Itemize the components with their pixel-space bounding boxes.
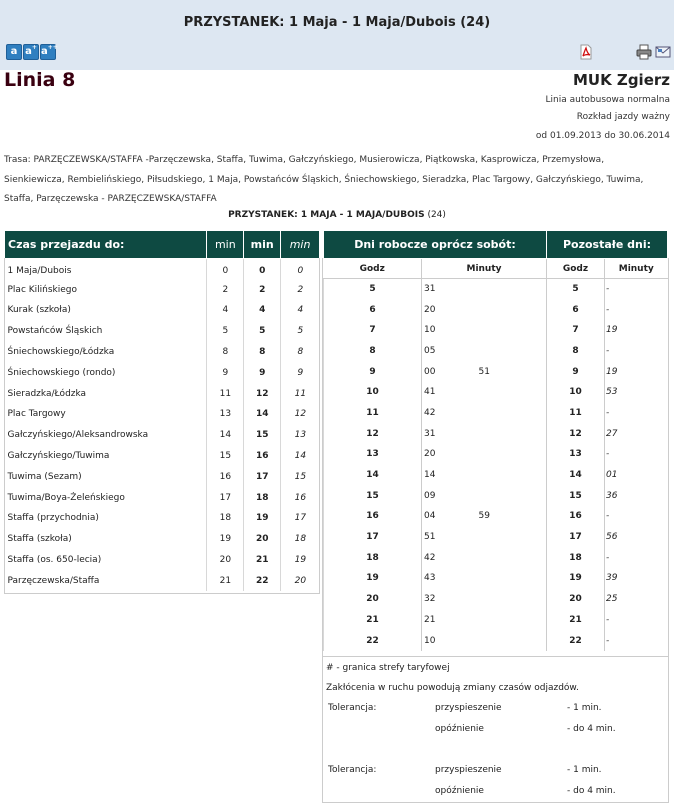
timetable-row [324, 403, 668, 424]
late-value: - do 4 min. [567, 724, 616, 734]
zone-note: # - granica strefy taryfowej [326, 663, 450, 673]
weekday-minute-cell [479, 403, 547, 424]
weekday-hour-cell: 16 [324, 506, 422, 527]
travel-time-header: Czas przejazdu do: [5, 231, 207, 259]
travel-row [5, 570, 320, 591]
other-hour-cell: 15 [547, 485, 605, 506]
early-label: przyspieszenie [435, 703, 502, 713]
other-minute-cell: 56 [605, 527, 668, 548]
other-hour-cell: 7 [547, 320, 605, 341]
stop-name-cell: Gałczyńskiego/Tuwima [7, 451, 110, 462]
validity-label: Rozkład jazdy ważny [576, 112, 670, 122]
time-italic-cell: 15 [281, 466, 320, 487]
other-hour-cell: 17 [547, 527, 605, 548]
other-minute-cell: 53 [605, 382, 668, 403]
other-hour-cell: 12 [547, 423, 605, 444]
other-minute-cell: - [605, 547, 668, 568]
weekday-hour-cell: 7 [324, 320, 422, 341]
weekday-minute-cell [479, 299, 547, 320]
route-description: Trasa: PARZĘCZEWSKA/STAFFA -Parzęczewska, Staffa, Tuwima, Gałczyńskiego, Musierowicza, Piątkowska, Kasprowicza, Przemysłowa, Sienkiewicza, Rembielińskiego, Piłsudskiego, 1 Maja, Powstańców Śląskich, Śniechowskiego, Sieradzka, Plac Targowy, Gałczyńskiego, Tuwima, Staffa, Parzęczewska - PARZĘCZEWSKA/STAFFA [4, 155, 644, 204]
other-hour-cell: 19 [547, 568, 605, 589]
stop-name-cell: Plac Targowy [7, 409, 66, 420]
header-bar [0, 0, 674, 70]
early-label: przyspieszenie [435, 765, 502, 775]
line-type: Linia autobusowa normalna [545, 95, 670, 105]
time-regular-cell: 5 [207, 321, 244, 342]
other-minute-cell: - [605, 299, 668, 320]
tolerance-label: Tolerancja: [328, 703, 377, 713]
weekday-minute-cell: 04 [422, 506, 479, 527]
weekday-minute-cell: 51 [478, 366, 490, 377]
other-minute-cell: 19 [605, 361, 668, 382]
weekday-hour-cell: 15 [324, 485, 422, 506]
print-icon[interactable] [636, 44, 652, 60]
stop-name-cell: Staffa (przychodnia) [7, 513, 99, 524]
weekday-minute-cell: 42 [422, 403, 479, 424]
other-hour-cell: 8 [547, 341, 605, 362]
stop-caption-code: (24) [424, 210, 446, 220]
min-header-bold: min [244, 231, 281, 259]
weekday-minute-cell: 42 [422, 547, 479, 568]
other-hour-cell: 6 [547, 299, 605, 320]
weekday-minute-cell [479, 589, 547, 610]
time-italic-cell: 18 [281, 529, 320, 550]
line-title: Linia 8 [4, 69, 76, 91]
other-hour-cell: 16 [547, 506, 605, 527]
other-hour-cell: 14 [547, 465, 605, 486]
travel-row [5, 404, 320, 425]
time-bold-cell: 2 [244, 279, 281, 300]
time-bold-cell: 14 [244, 404, 281, 425]
weekday-hour-cell: 19 [324, 568, 422, 589]
other-minute-cell: - [605, 444, 668, 465]
timetable-row [324, 506, 668, 527]
travel-row [5, 508, 320, 529]
timetable-row [324, 568, 668, 589]
travel-row [5, 550, 320, 571]
stop-name-cell: Tuwima/Boya-Żeleńskiego [7, 492, 125, 503]
timetable-row [324, 610, 668, 631]
stop-caption-name: PRZYSTANEK: 1 MAJA - 1 MAJA/DUBOIS [228, 210, 425, 220]
other-minute-cell: 36 [605, 485, 668, 506]
weekday-minute-cell: 20 [422, 444, 479, 465]
stop-name-cell: Parzęczewska/Staffa [7, 575, 100, 586]
travel-row [5, 487, 320, 508]
other-minute-cell: 19 [605, 320, 668, 341]
travel-row [5, 529, 320, 550]
timetable-row [324, 485, 668, 506]
other-minute-cell: 01 [605, 465, 668, 486]
other-minute-cell: - [605, 403, 668, 424]
departure-timetable [323, 230, 668, 651]
time-regular-cell: 9 [207, 362, 244, 383]
time-italic-cell: 11 [281, 383, 320, 404]
mail-icon[interactable] [655, 44, 671, 60]
time-bold-cell: 0 [244, 259, 281, 280]
time-regular-cell: 2 [207, 279, 244, 300]
weekday-minute-cell: 59 [478, 511, 490, 522]
time-italic-cell: 20 [281, 570, 320, 591]
time-regular-cell: 16 [207, 466, 244, 487]
weekday-hour-cell: 13 [324, 444, 422, 465]
other-hour-cell: 9 [547, 361, 605, 382]
travel-row [5, 259, 320, 280]
other-minute-cell: - [605, 341, 668, 362]
weekday-minute-cell [479, 320, 547, 341]
timetable-row [324, 589, 668, 610]
page-title: PRZYSTANEK: 1 Maja - 1 Maja/Dubois (24) [183, 15, 491, 30]
weekday-header: Dni robocze oprócz sobót: [324, 231, 547, 259]
time-regular-cell: 11 [207, 383, 244, 404]
weekday-hour-cell: 6 [324, 299, 422, 320]
time-bold-cell: 19 [244, 508, 281, 529]
time-bold-cell: 21 [244, 550, 281, 571]
font-size-toolbar [6, 44, 56, 60]
other-hour-cell: 21 [547, 610, 605, 631]
time-italic-cell: 0 [281, 259, 320, 280]
weekday-minute-cell [479, 279, 547, 300]
time-bold-cell: 5 [244, 321, 281, 342]
late-label: opóźnienie [435, 786, 484, 796]
time-bold-cell: 16 [244, 446, 281, 467]
travel-row [5, 279, 320, 300]
stop-name-cell: Sieradzka/Łódzka [7, 388, 87, 399]
validity-range: od 01.09.2013 do 30.06.2014 [535, 131, 670, 141]
timetable-row [324, 423, 668, 444]
time-bold-cell: 18 [244, 487, 281, 508]
other-minute-cell: - [605, 610, 668, 631]
weekday-hour-cell: 21 [324, 610, 422, 631]
notes-section [323, 656, 668, 796]
other-hour-cell: 20 [547, 589, 605, 610]
weekday-minute-cell [479, 444, 547, 465]
time-regular-cell: 13 [207, 404, 244, 425]
other-hour-cell: 18 [547, 547, 605, 568]
timetable-row [324, 630, 668, 651]
stop-name-cell: Plac Kilińskiego [7, 284, 78, 295]
travel-time-table [4, 230, 320, 591]
late-value: - do 4 min. [567, 786, 616, 796]
timetable-row [324, 279, 668, 300]
weekday-hour-cell: 9 [324, 361, 422, 382]
time-regular-cell: 14 [207, 425, 244, 446]
other-minute-cell: 39 [605, 568, 668, 589]
time-bold-cell: 15 [244, 425, 281, 446]
stop-name-cell: Staffa (szkoła) [7, 534, 72, 545]
timetable-row [324, 527, 668, 548]
weekday-minute-cell: 32 [422, 589, 479, 610]
weekday-minute-cell [479, 382, 547, 403]
stop-name-cell: Powstańców Śląskich [7, 326, 103, 337]
travel-row [5, 362, 320, 383]
time-bold-cell: 9 [244, 362, 281, 383]
time-regular-cell: 18 [207, 508, 244, 529]
weekday-minute-cell: 31 [422, 423, 479, 444]
weekday-minute-cell [479, 630, 547, 651]
other-minute-cell: 27 [605, 423, 668, 444]
early-value: - 1 min. [567, 703, 602, 713]
time-italic-cell: 9 [281, 362, 320, 383]
other-hour-cell: 5 [547, 279, 605, 300]
time-italic-cell: 16 [281, 487, 320, 508]
weekday-minute-cell: 00 [422, 361, 479, 382]
timetable-row [324, 361, 668, 382]
weekday-minute-cell: 51 [422, 527, 479, 548]
time-italic-cell: 14 [281, 446, 320, 467]
weekday-minute-cell [479, 568, 547, 589]
font-medium-button[interactable]: a+ [23, 44, 39, 60]
travel-row [5, 446, 320, 467]
time-regular-cell: 0 [207, 259, 244, 280]
weekday-minute-cell [479, 610, 547, 631]
travel-row [5, 321, 320, 342]
time-regular-cell: 4 [207, 300, 244, 321]
other-minute-cell: - [605, 279, 668, 300]
time-regular-cell: 17 [207, 487, 244, 508]
other-hour-cell: 10 [547, 382, 605, 403]
font-small-button[interactable]: a [6, 44, 22, 60]
weekday-minute-cell [479, 465, 547, 486]
weekday-hour-cell: 11 [324, 403, 422, 424]
weekday-minute-cell [479, 341, 547, 362]
min-header-italic: min [281, 231, 320, 259]
weekday-minute-cell: 43 [422, 568, 479, 589]
timetable-row [324, 382, 668, 403]
other-minutes-col: Minuty [605, 259, 668, 279]
time-italic-cell: 19 [281, 550, 320, 571]
other-hour-cell: 22 [547, 630, 605, 651]
other-hour-cell: 11 [547, 403, 605, 424]
time-regular-cell: 20 [207, 550, 244, 571]
disruption-note: Zakłócenia w ruchu powodują zmiany czasów odjazdów. [326, 683, 579, 693]
timetable-row [324, 547, 668, 568]
time-italic-cell: 12 [281, 404, 320, 425]
stop-name-cell: Kurak (szkoła) [7, 305, 71, 316]
weekday-minute-cell: 31 [422, 279, 479, 300]
time-regular-cell: 8 [207, 342, 244, 363]
time-bold-cell: 8 [244, 342, 281, 363]
time-italic-cell: 5 [281, 321, 320, 342]
weekday-hour-cell: 20 [324, 589, 422, 610]
timetable-row [324, 465, 668, 486]
weekday-hour-cell: 18 [324, 547, 422, 568]
stop-name-cell: Staffa (os. 650-lecia) [7, 555, 102, 566]
weekday-minute-cell: 05 [422, 341, 479, 362]
timetable-row [324, 341, 668, 362]
weekday-hour-cell: 17 [324, 527, 422, 548]
font-large-button[interactable]: a++ [40, 44, 56, 60]
time-italic-cell: 13 [281, 425, 320, 446]
other-minute-cell: - [605, 630, 668, 651]
stop-name-cell: Śniechowskiego/Łódzka [7, 347, 115, 358]
time-italic-cell: 2 [281, 279, 320, 300]
travel-row [5, 383, 320, 404]
other-minute-cell: - [605, 506, 668, 527]
weekday-minute-cell: 21 [422, 610, 479, 631]
min-header-regular: min [207, 231, 244, 259]
time-italic-cell: 17 [281, 508, 320, 529]
time-bold-cell: 22 [244, 570, 281, 591]
other-days-header: Pozostałe dni: [547, 231, 668, 259]
time-bold-cell: 20 [244, 529, 281, 550]
weekday-hour-cell: 10 [324, 382, 422, 403]
weekday-hour-cell: 5 [324, 279, 422, 300]
operator-name: MUK Zgierz [572, 71, 670, 89]
time-regular-cell: 15 [207, 446, 244, 467]
travel-row [5, 425, 320, 446]
timetable-row [324, 299, 668, 320]
weekday-minute-cell: 10 [422, 320, 479, 341]
stop-name-cell: Tuwima (Sezam) [7, 471, 82, 482]
weekday-minute-cell [479, 485, 547, 506]
other-hour-col: Godz [547, 259, 605, 279]
travel-row [5, 342, 320, 363]
timetable-row [324, 444, 668, 465]
tolerance-label: Tolerancja: [328, 765, 377, 775]
weekday-minutes-col: Minuty [422, 259, 547, 279]
other-hour-cell: 13 [547, 444, 605, 465]
weekday-hour-cell: 22 [324, 630, 422, 651]
weekday-minute-cell: 14 [422, 465, 479, 486]
time-bold-cell: 12 [244, 383, 281, 404]
stop-name-cell: Gałczyńskiego/Aleksandrowska [7, 430, 149, 441]
weekday-hour-cell: 8 [324, 341, 422, 362]
weekday-hour-col: Godz [324, 259, 422, 279]
weekday-minute-cell: 20 [422, 299, 479, 320]
weekday-minute-cell [479, 547, 547, 568]
stop-caption [0, 210, 674, 220]
late-label: opóźnienie [435, 724, 484, 734]
other-minute-cell: 25 [605, 589, 668, 610]
weekday-hour-cell: 12 [324, 423, 422, 444]
pdf-icon[interactable] [578, 44, 594, 60]
weekday-minute-cell: 10 [422, 630, 479, 651]
timetable-row [324, 320, 668, 341]
time-italic-cell: 4 [281, 300, 320, 321]
weekday-minute-cell [479, 527, 547, 548]
weekday-hour-cell: 14 [324, 465, 422, 486]
time-regular-cell: 21 [207, 570, 244, 591]
weekday-minute-cell: 09 [422, 485, 479, 506]
time-italic-cell: 8 [281, 342, 320, 363]
travel-row [5, 300, 320, 321]
travel-row [5, 466, 320, 487]
time-regular-cell: 19 [207, 529, 244, 550]
time-bold-cell: 17 [244, 466, 281, 487]
weekday-minute-cell [479, 423, 547, 444]
weekday-minute-cell: 41 [422, 382, 479, 403]
early-value: - 1 min. [567, 765, 602, 775]
stop-name-cell: Śniechowskiego (rondo) [7, 367, 116, 378]
time-bold-cell: 4 [244, 300, 281, 321]
stop-name-cell: 1 Maja/Dubois [7, 266, 72, 277]
